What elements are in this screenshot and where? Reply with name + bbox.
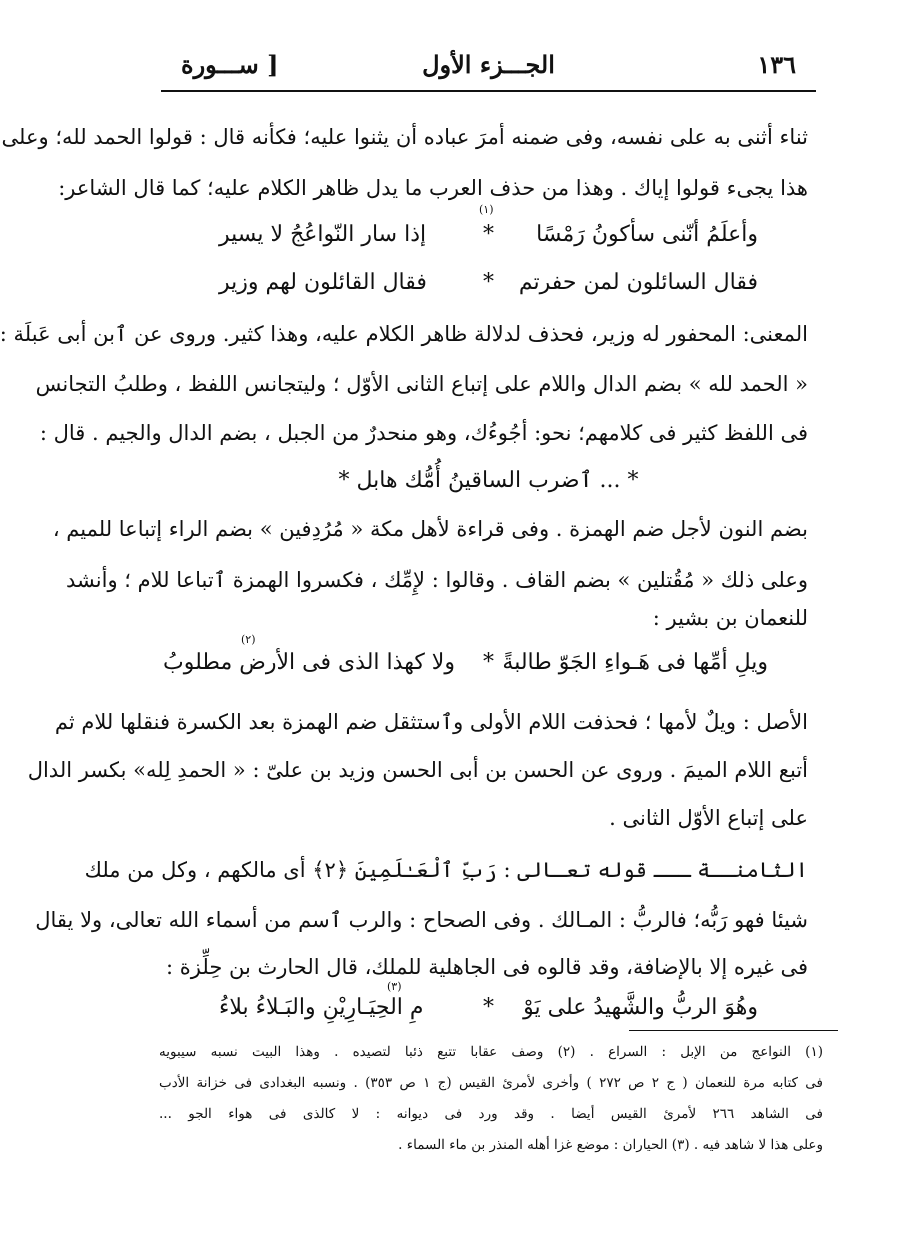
verse-first-hemistich: فقال السائلون لمن حفرتم xyxy=(518,270,758,295)
text-line: الثامنــة ـــ قوله تعـالى : رَبِّ ٱلْعَـٰلَمِينَ ﴿٢﴾ أى مالكهم ، وكل من ملك xyxy=(84,858,808,882)
poem-verse xyxy=(219,222,758,247)
text-line: المعنى: المحفور له وزير، فحذف لدلالة ظاهر الكلام عليه، وهذا كثير. وروى عن ٱبن أبى عَبلَة : xyxy=(0,322,808,346)
page-header xyxy=(161,42,816,90)
text-line: الأصل : ويلٌ لأمها ؛ فحذفت اللام الأولى وٱستثقل ضم الهمزة بعد الكسرة فنقلها للام ثم xyxy=(54,710,808,734)
poem-verse xyxy=(219,995,758,1020)
verse-separator: * xyxy=(483,270,494,295)
text-line: أتبع اللام الميمَ . وروى عن الحسن بن أبى الحسن وزيد بن علىّ : « الحمدِ لِله» بكسر الدال xyxy=(27,758,808,782)
text-line: وعلى ذلك « مُقُتلين » بضم القاف . وقالوا : لإِمِّك ، فكسروا الهمزة ٱتباعا للام ؛ وأنشد xyxy=(66,568,808,592)
text-line: هذا يجىء قولوا إياك . وهذا من حذف العرب ما يدل ظاهر الكلام عليه؛ كما قال الشاعر: xyxy=(58,176,808,200)
footnote-divider xyxy=(629,1030,838,1031)
text-line: فى غيره إلا بالإضافة، وقد قالوه فى الجاهلية للملك، قال الحارث بن حِلِّزة : xyxy=(166,955,808,979)
footnote-line: (١) النواعج من الإبل : السراع . (٢) وصف عقابا تتبع ذئبا لتصيده . وهذا البيت نسبه سيبويه xyxy=(159,1044,823,1060)
verse-second-hemistich: مِ الحِيَـارِيْنِ والبَـلاءُ بلاءُ xyxy=(219,995,424,1020)
verse-separator: * xyxy=(483,222,494,247)
part-title: الجـــزء الأول xyxy=(422,50,555,79)
text-line: « الحمد لله » بضم الدال واللام على إتباع الثانى الأوّل ؛ وليتجانس اللفظ ، وطلبُ التجانس xyxy=(35,372,808,396)
verse-first-hemistich: وهُوَ الربُّ والشَّهيدُ على يَوْ xyxy=(523,995,758,1020)
text-line: فى اللفظ كثير فى كلامهم؛ نحو: أجُوءُك، وهو منحدرٌ من الجبل ، بضم الدال والجيم . قال : xyxy=(39,421,808,445)
text-line: للنعمان بن بشير : xyxy=(652,606,808,630)
surah-label: [ ســـورة xyxy=(181,50,279,79)
footnote-line: فى الشاهد ٢٦٦ لأمرئ القيس أيضا . وقد ورد فى ديوانه : لا كالذى فى هواء الجو ... xyxy=(159,1106,824,1122)
footnote-line: وعلى هذا لا شاهد فيه . (٣) الحياران : موضع غزا أهله المنذر بن ماء السماء . xyxy=(398,1137,823,1153)
verse-separator: * xyxy=(483,995,494,1020)
half-verse: * ... ٱضرب الساقينُ أُمُّك هابل * xyxy=(338,468,639,493)
footnote-marker: (٢) xyxy=(241,633,256,646)
text-line: شيئا فهو رَبُّه؛ فالربُّ : المـالك . وفى الصحاح : والرب ٱسم من أسماء الله تعالى، ولا يقال xyxy=(35,908,808,932)
verse-first-hemistich: وأعلَمُ أنّنى سأكونُ رَمْسًا xyxy=(536,222,758,247)
verse-separator: * xyxy=(483,650,494,675)
poem-verse xyxy=(219,270,758,295)
footnote-marker: (١) xyxy=(479,203,494,216)
verse-second-hemistich: فقال القائلون لهم وزير xyxy=(219,270,427,295)
text-line: بضم النون لأجل ضم الهمزة . وفى قراءة لأهل مكة « مُرُدِفين » بضم الراء إتباعا للميم ، xyxy=(52,517,808,541)
header-divider xyxy=(161,90,816,92)
text-line: ثناء أثنى به على نفسه، وفى ضمنه أمرَ عباده أن يثنوا عليه؛ فكأنه قال : قولوا الحمد لله؛ وعلى xyxy=(1,125,808,149)
text-line: على إتباع الأوّل الثانى . xyxy=(609,806,808,830)
footnote-marker: (٣) xyxy=(387,980,402,993)
verse-second-hemistich: ولا كهذا الذى فى الأرض مطلوبُ xyxy=(163,650,455,675)
page-number: ١٣٦ xyxy=(757,50,796,79)
footnote-line: فى كتابه مرة للنعمان ( ج ٢ ص ٢٧٢ ) وأخرى لأمرئ القيس (ج ١ ص ٣٥٣) . ونسبه البغدادى فى خزانة الأدب xyxy=(159,1075,823,1091)
poem-verse xyxy=(163,650,768,675)
verse-second-hemistich: إذا سار النّواعُجُ لا يسير xyxy=(219,222,427,247)
verse-first-hemistich: ويلِ أمِّها فى هَـواءِ الجَوّ طالبةً xyxy=(502,650,768,675)
